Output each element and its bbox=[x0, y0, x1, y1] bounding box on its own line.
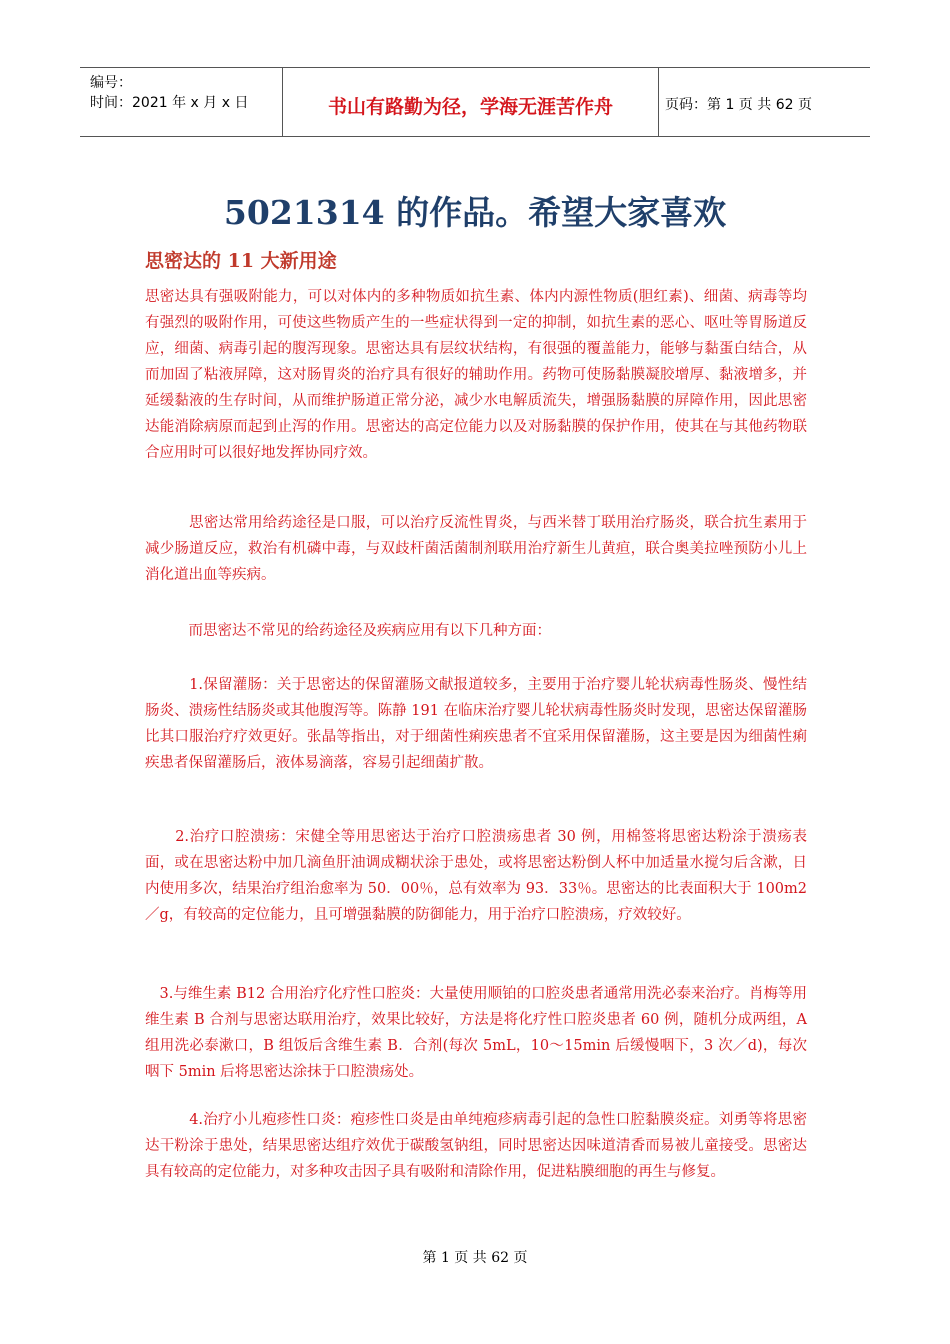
paragraph-item-4: 4.治疗小儿疱疹性口炎：疱疹性口炎是由单纯疱疹病毒引起的急性口腔黏膜炎症。刘勇等将思密达干粉涂于患处，结果思密达组疗效优于碳酸氢钠组，同时思密达因味道清香而易被儿童接受。思密达具有较高的定位能力，对多种攻击因子具有吸附和清除作用，促进粘膜细胞的再生与修复。 bbox=[145, 1112, 807, 1180]
paragraph-item-1: 1.保留灌肠：关于思密达的保留灌肠文献报道较多，主要用于治疗婴儿轮状病毒性肠炎、慢性结肠炎、溃疡性结肠炎或其他腹泻等。陈静 191 在临床治疗婴儿轮状病毒性肠炎时发现，思密达保留灌肠比其口服治疗疗效更好。张晶等指出，对于细菌性痢疾患者不宜采用保留灌肠，这主要是因为细菌性痢疾患者保留灌肠后，液体易滴落，容易引起细菌扩散。 bbox=[145, 677, 807, 771]
header-motto-cell bbox=[283, 68, 659, 136]
header-meta-cell bbox=[80, 68, 283, 136]
paragraph-item-2: 2.治疗口腔溃疡：宋健全等用思密达于治疗口腔溃疡患者 30 例，用棉签将思密达粉涂于溃疡表面，或在思密达粉中加几滴鱼肝油调成糊状涂于患处，或将思密达粉倒人杯中加适量水搅匀后含漱，日内使用多次，结果治疗组治愈率为 50．00％，总有效率为 93．33％。思密达的比表面积大于 100m2／g，有较高的定位能力，且可增强黏膜的防御能力，用于治疗口腔溃疡，疗效较好。 bbox=[145, 829, 807, 923]
paragraph-uncommon-intro: 而思密达不常见的给药途径及疾病应用有以下几种方面： bbox=[145, 623, 551, 639]
paragraph-oral-use: 思密达常用给药途径是口服，可以治疗反流性胃炎，与西米替丁联用治疗肠炎，联合抗生素用于减少肠道反应，救治有机磷中毒，与双歧杆菌活菌制剂联用治疗新生儿黄疸，联合奥美拉唑预防小儿上消化道出血等疾病。 bbox=[145, 515, 807, 583]
doc-time-label: 时间：2021 年 x 月 x 日 bbox=[90, 95, 249, 111]
header-motto: 书山有路勤为径，学海无涯苦作舟 bbox=[327, 96, 613, 118]
doc-number-label: 编号： bbox=[90, 75, 132, 91]
header-page-info: 页码：第 1 页 共 62 页 bbox=[665, 97, 812, 113]
section-heading: 思密达的 11 大新用途 bbox=[145, 250, 337, 272]
page-footer: 第 1 页 共 62 页 bbox=[422, 1250, 528, 1266]
page-header bbox=[80, 67, 870, 137]
paragraph-item-3: 3.与维生素 B12 合用治疗化疗性口腔炎：大量使用顺铂的口腔炎患者通常用洗必泰来治疗。肖梅等用维生素 B 合剂与思密达联用治疗，效果比较好，方法是将化疗性口腔炎患者 60 例，随机分成两组，A 组用洗必泰漱口，B 组饭后含维生素 B．合剂(每次 5mL，10～15min 后缓慢咽下，3 次／d)，每次咽下 5min 后将思密达涂抹于口腔溃疡处。 bbox=[145, 986, 807, 1080]
header-page-cell bbox=[659, 68, 870, 136]
document-title: 5021314 的作品。希望大家喜欢 bbox=[223, 193, 727, 232]
paragraph-intro: 思密达具有强吸附能力，可以对体内的多种物质如抗生素、体内内源性物质(胆红素)、细菌、病毒等均有强烈的吸附作用，可使这些物质产生的一些症状得到一定的抑制，如抗生素的恶心、呕吐等胃肠道反应，细菌、病毒引起的腹泻现象。思密达具有层纹状结构，有很强的覆盖能力，能够与黏蛋白结合，从而加固了粘液屏障，这对肠胃炎的治疗具有很好的辅助作用。药物可使肠黏膜凝胶增厚、黏液增多，并延缓黏液的生存时间，从而维护肠道正常分泌，减少水电解质流失，增强肠黏膜的屏障作用，因此思密达能消除病原而起到止泻的作用。思密达的高定位能力以及对肠黏膜的保护作用，使其在与其他药物联合应用时可以很好地发挥协同疗效。 bbox=[145, 289, 807, 461]
